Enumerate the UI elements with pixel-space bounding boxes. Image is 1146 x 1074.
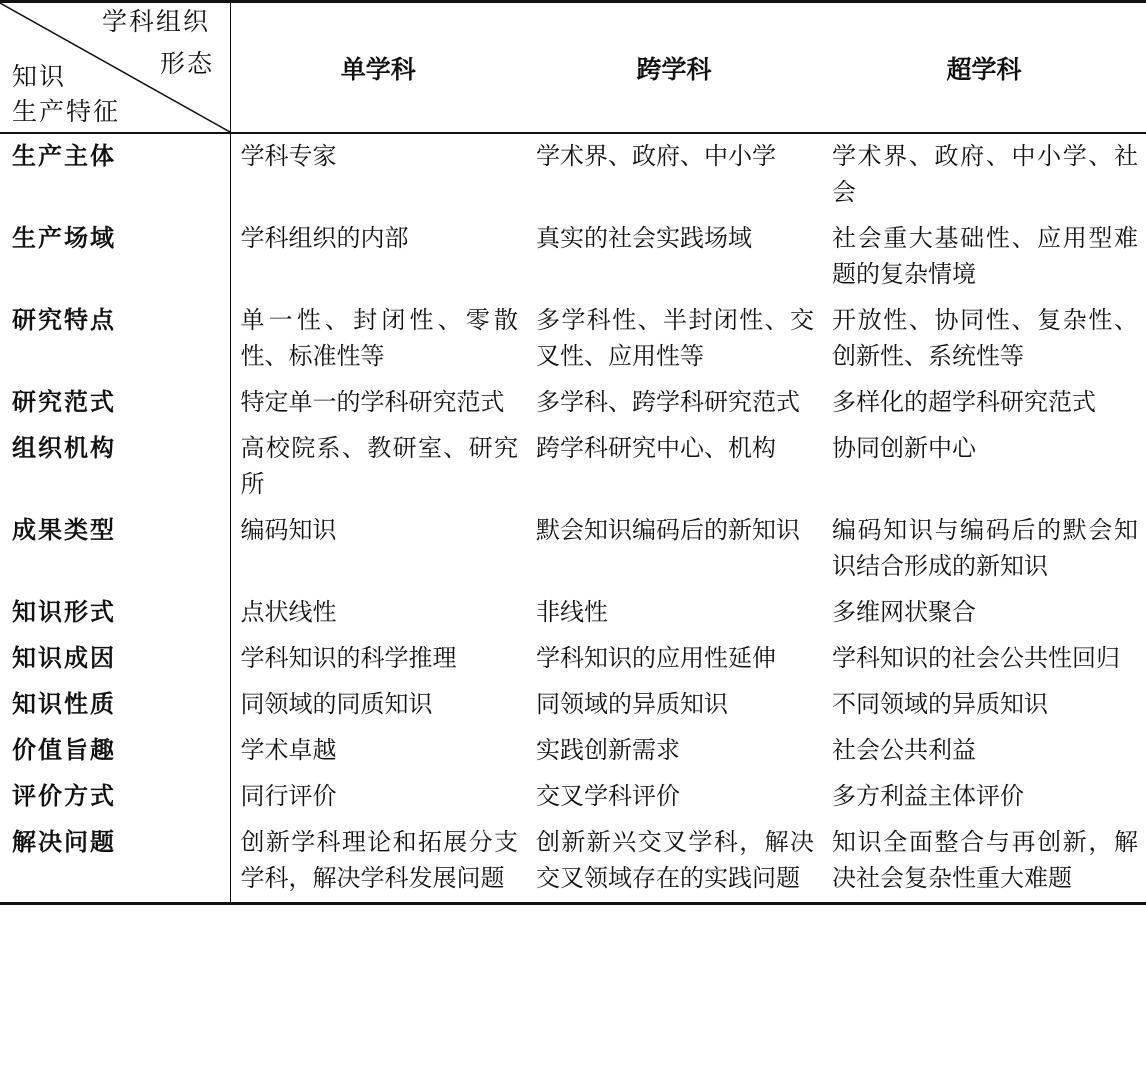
column-header-interdisciplinary: 跨学科	[526, 2, 822, 134]
table-row	[0, 820, 1146, 904]
cell-interdisciplinary: 非线性	[536, 598, 608, 626]
cell-interdisciplinary: 实践创新需求	[536, 736, 680, 764]
cell-interdisciplinary: 同领域的异质知识	[536, 690, 728, 718]
table-row	[0, 380, 1146, 426]
table-row	[0, 216, 1146, 298]
cell-interdisciplinary: 学科知识的应用性延伸	[536, 644, 776, 672]
cell-interdisciplinary: 学术界、政府、中小学	[536, 142, 776, 170]
table-row	[0, 508, 1146, 590]
row-label: 解决问题	[0, 820, 230, 904]
cell-interdisciplinary: 交叉学科评价	[536, 782, 680, 810]
table-row	[0, 636, 1146, 682]
table-body	[0, 133, 1146, 904]
table-row	[0, 682, 1146, 728]
cell-transdisciplinary: 知识全面整合与再创新，解决社会复杂性重大难题	[832, 828, 1138, 892]
column-header-single-discipline: 单学科	[230, 2, 526, 134]
row-label: 研究特点	[0, 298, 230, 380]
cell-transdisciplinary: 协同创新中心	[832, 434, 976, 462]
cell-single-discipline: 编码知识	[240, 516, 337, 544]
row-label: 研究范式	[0, 380, 230, 426]
table-row	[0, 774, 1146, 820]
cell-transdisciplinary: 编码知识与编码后的默会知识结合形成的新知识	[832, 516, 1138, 580]
cell-single-discipline: 学科专家	[240, 142, 337, 170]
cell-transdisciplinary: 不同领域的异质知识	[832, 690, 1048, 718]
row-label: 价值旨趣	[0, 728, 230, 774]
cell-interdisciplinary: 真实的社会实践场域	[536, 224, 752, 252]
header-row	[0, 2, 1146, 134]
cell-transdisciplinary: 多样化的超学科研究范式	[832, 388, 1096, 416]
cell-single-discipline: 创新学科理论和拓展分支学科，解决学科发展问题	[240, 828, 518, 892]
cell-interdisciplinary: 跨学科研究中心、机构	[536, 434, 776, 462]
corner-top-label-line1: 学科组织	[102, 7, 211, 36]
table-header	[0, 2, 1146, 134]
cell-transdisciplinary: 学术界、政府、中小学、社会	[832, 142, 1138, 206]
row-label: 评价方式	[0, 774, 230, 820]
cell-interdisciplinary: 多学科性、半封闭性、交叉性、应用性等	[536, 306, 814, 370]
cell-single-discipline: 点状线性	[240, 598, 337, 626]
corner-bottom-label-line1: 知识	[12, 62, 67, 91]
cell-single-discipline: 学科组织的内部	[240, 224, 409, 252]
cell-transdisciplinary: 社会重大基础性、应用型难题的复杂情境	[832, 224, 1138, 288]
cell-single-discipline: 学科知识的科学推理	[240, 644, 457, 672]
cell-transdisciplinary: 开放性、协同性、复杂性、创新性、系统性等	[832, 306, 1138, 370]
cell-transdisciplinary: 多方利益主体评价	[832, 782, 1024, 810]
cell-transdisciplinary: 学科知识的社会公共性回归	[832, 644, 1120, 672]
table-row	[0, 590, 1146, 636]
table-row	[0, 728, 1146, 774]
row-label: 生产场域	[0, 216, 230, 298]
cell-single-discipline: 同领域的同质知识	[240, 690, 433, 718]
corner-bottom-label-line2: 生产特征	[12, 97, 121, 126]
table-row	[0, 298, 1146, 380]
cell-interdisciplinary: 多学科、跨学科研究范式	[536, 388, 800, 416]
row-label: 知识性质	[0, 682, 230, 728]
corner-top-label-line2: 形态	[160, 49, 215, 78]
cell-single-discipline: 同行评价	[240, 782, 337, 810]
cell-single-discipline: 学术卓越	[240, 736, 337, 764]
row-label: 知识成因	[0, 636, 230, 682]
cell-single-discipline: 单一性、封闭性、零散性、标准性等	[240, 306, 518, 370]
cell-transdisciplinary: 社会公共利益	[832, 736, 976, 764]
row-label: 成果类型	[0, 508, 230, 590]
cell-interdisciplinary: 默会知识编码后的新知识	[536, 516, 800, 544]
cell-single-discipline: 特定单一的学科研究范式	[240, 388, 505, 416]
row-label: 知识形式	[0, 590, 230, 636]
cell-transdisciplinary: 多维网状聚合	[832, 598, 976, 626]
table-row	[0, 426, 1146, 508]
corner-header-cell	[0, 2, 230, 134]
row-label: 组织机构	[0, 426, 230, 508]
cell-interdisciplinary: 创新新兴交叉学科，解决交叉领域存在的实践问题	[536, 828, 814, 892]
row-label: 生产主体	[0, 133, 230, 216]
table-row	[0, 133, 1146, 216]
column-header-transdisciplinary: 超学科	[822, 2, 1146, 134]
cell-single-discipline: 高校院系、教研室、研究所	[240, 434, 518, 498]
